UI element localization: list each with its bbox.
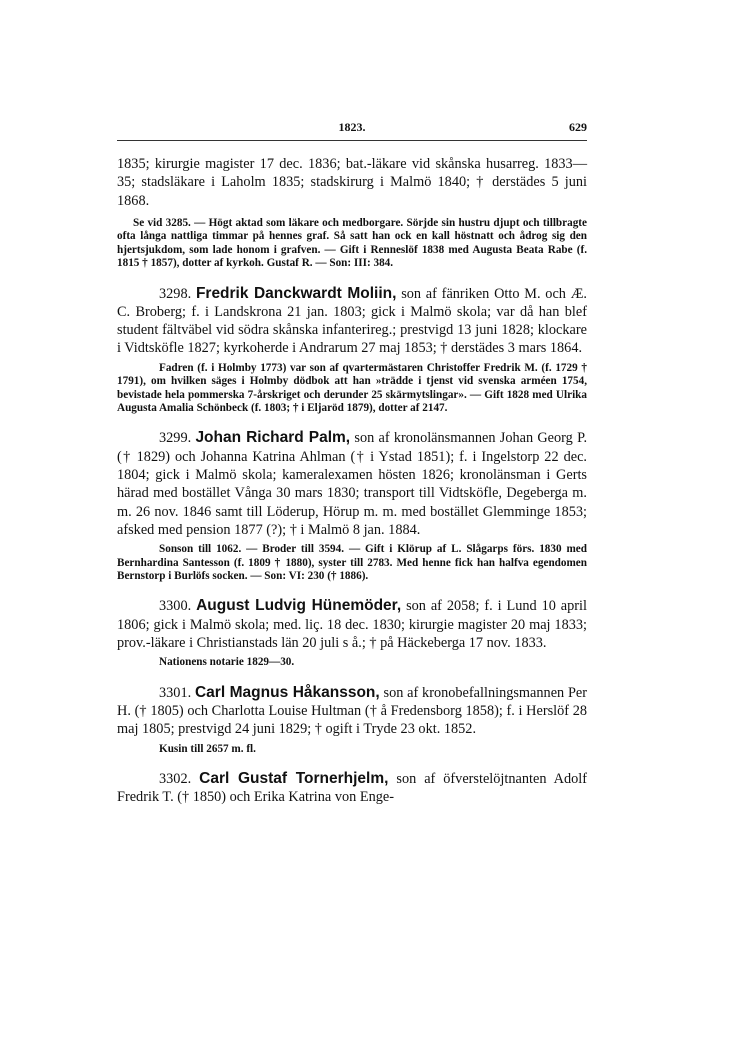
page-header — [117, 118, 587, 140]
entry-note: Nationens notarie 1829—30. — [159, 656, 295, 669]
entry-number: 3299. — [159, 430, 192, 447]
page-number: 629 — [569, 120, 587, 134]
entry-note: Sonson till 1062. — Broder till 3594. — Gift i Klörup af L. Slågarps förs. 1830 med Bernhardina Santesson (f. 1809 † 1880), syster till 2783. Med henne fick han halfva egendomen Bernstorp i Burlöfs socken. — Son: VI: 230 († 1886). — [117, 543, 587, 582]
entry-note: Kusin till 2657 m. fl. — [159, 742, 256, 755]
continuation-text: 1835; kirurgie magister 17 dec. 1836; bat.-läkare vid skånska husarreg. 1833—35; stadsläkare i Laholm 1835; stadskirurg i Malmö 1840; † derstädes 5 juni 1868. — [117, 156, 587, 209]
entry-text: son af 2058; f. i Lund 10 april 1806; gick i Malmö skola; med. liç. 18 dec. 1830; kirurgie magister 20 maj 1833; prov.-läkare i Christianstads län 20 juli s å.; † på Häckeberga 17 nov. 1833. — [117, 598, 587, 651]
book-page — [117, 118, 587, 807]
entry-3302 — [117, 770, 587, 807]
entry-text: son af fänriken Otto M. och Æ. C. Broberg; f. i Landskrona 21 jan. 1803; gick i Malmö skola; var då han blef student fältväbel vid södra skånska infanterireg.; prestvigd 13 juni 1828; klockare i Vidtsköfle 1827; kyrkoherde i Andrarum 27 maj 1853; † derstädes 3 mars 1864. — [117, 285, 587, 357]
entry-number: 3302. — [159, 770, 192, 787]
running-head-year: 1823. — [338, 120, 366, 134]
entry-text: son af kronolänsmannen Johan Georg P. († 1829) och Johanna Katrina Ahlman († i Ystad 1851); f. i Ingelstorp 22 dec. 1804; gick i Malmö skola; kameralexamen hösten 1826; kronolänsman i Gerts härad med bostället Vånga 30 mars 1830; transport till Vidtsköfle, Degeberga m. m. 26 nov. 1846 samt till Löderup, Hörup m. m. med bostället Glemminge 1853; afsked med pension 1877 (?); † i Malmö 8 jan. 1884. — [117, 430, 588, 538]
entry-name: Johan Richard Palm, — [195, 429, 351, 447]
entry-3300 — [117, 597, 587, 652]
entry-number: 3301. — [159, 684, 192, 701]
entry-3299 — [117, 429, 587, 539]
entry-name: August Ludvig Hünemöder, — [196, 597, 402, 615]
entry-name: Fredrik Danckwardt Moliin, — [195, 284, 397, 302]
entry-text: son af kronobefallningsmannen Per H. († 1805) och Charlotta Louise Hultman († å Fredensborg 1858); f. i Herslöf 28 maj 1805; prestvigd 24 juni 1829; † ogift i Tryde 23 okt. 1852. — [117, 684, 588, 738]
entry-3301 — [117, 684, 587, 739]
entry-note: Fadren (f. i Holmby 1773) var son af qvartermästaren Christoffer Fredrik M. (f. 1729 † 1791), om hvilken säges i Holmby dödbok att han »trädde i tjenst vid svenska arméen 1754, bevistade hela pommerska 7-årskriget och derunder 25 skärmytslingar». — Gift 1828 med Ulrika Augusta Amalia Schönbeck (f. 1803; † i Eljaröd 1879), dotter af 2147. — [117, 361, 587, 414]
entry-number: 3300. — [159, 598, 192, 615]
entry-3298 — [117, 285, 587, 358]
entry-name: Carl Gustaf Tornerhjelm, — [199, 769, 389, 787]
header-rule — [117, 140, 587, 141]
entry-text: son af öfverstelöjtnanten Adolf Fredrik T. († 1850) och Erika Katrina von Enge- — [117, 770, 587, 806]
continuation-note: Se vid 3285. — Högt aktad som läkare och medborgare. Sörjde sin hustru djupt och tillbragte ofta långa nattliga timmar på hennes graf. Så satt han ock en kall höstnatt och ådrog sig den hjertsjukdom, som lade honom i grafven. — Gift i Renneslöf 1838 med Augusta Beata Rabe (f. 1815 † 1857), dotter af kyrkoh. Gustaf R. — Son: III: 384. — [117, 216, 587, 270]
entry-number: 3298. — [159, 285, 192, 302]
entry-name: Carl Magnus Håkansson, — [194, 683, 380, 701]
